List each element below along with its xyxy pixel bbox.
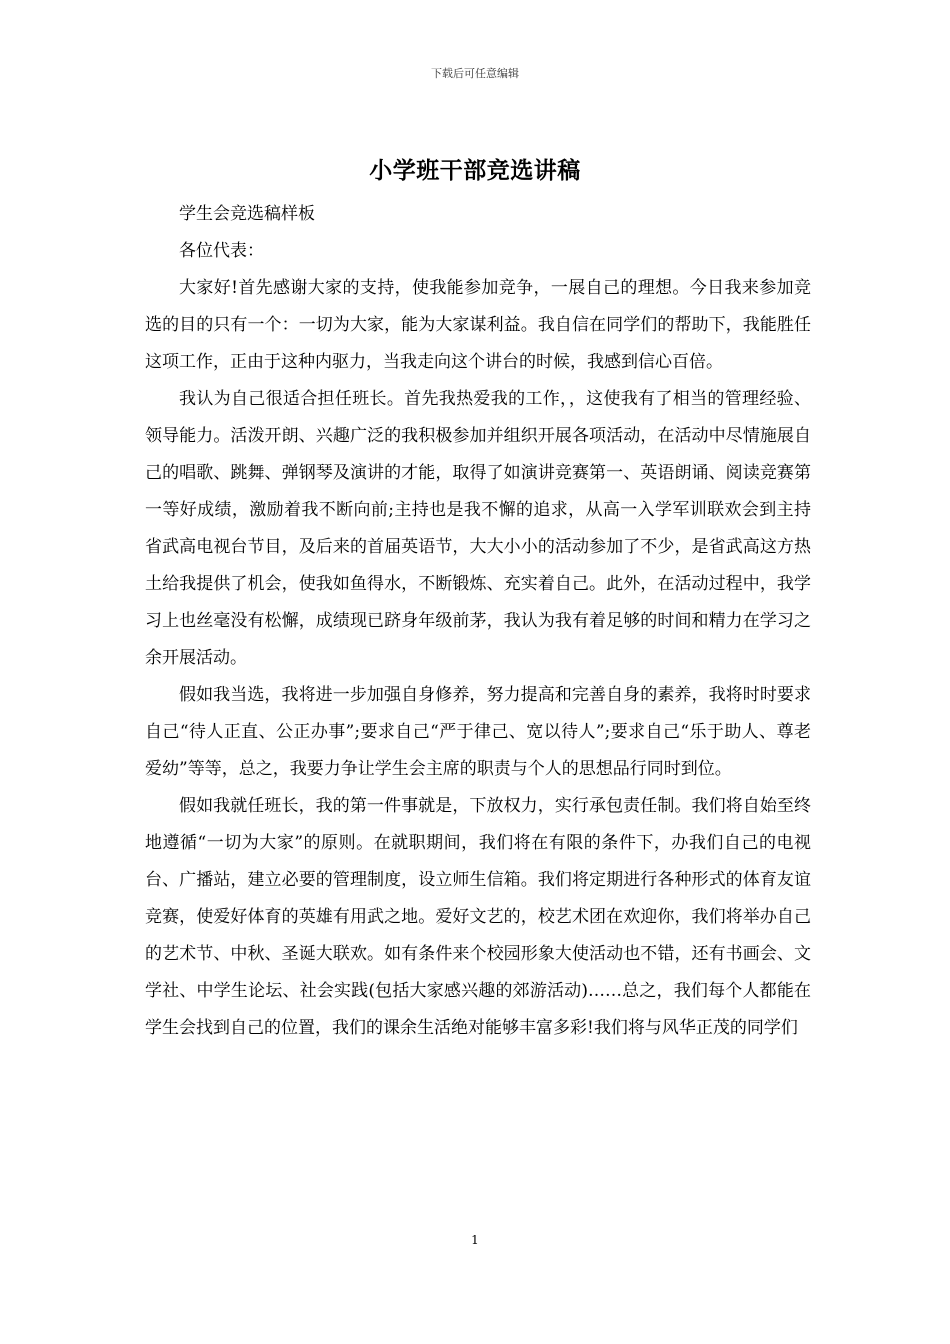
page-header: 下载后可任意编辑 <box>431 67 519 80</box>
paragraph: 大家好!首先感谢大家的支持，使我能参加竞争，一展自己的理想。今日我来参加竞选的目的只有一个：一切为大家，能为大家谋利益。我自信在同学们的帮助下，我能胜任这项工作，正由于这种内驱力，当我走向这个讲台的时候，我感到信心百倍。 <box>145 278 811 372</box>
document-title: 小学班干部竞选讲稿 <box>369 157 581 184</box>
page-number: 1 <box>471 1233 479 1247</box>
paragraph: 假如我当选，我将进一步加强自身修养，努力提高和完善自身的素养，我将时时要求自己“待人正直、公正办事”;要求自己“严于律己、宽以待人”;要求自己“乐于助人、尊老爱幼”等等，总之，我要力争让学生会主席的职责与个人的思想品行同时到位。 <box>145 685 811 779</box>
paragraph: 我认为自己很适合担任班长。首先我热爱我的工作，，这使我有了相当的管理经验、领导能力。活泼开朗、兴趣广泛的我积极参加并组织开展各项活动，在活动中尽情施展自己的唱歌、跳舞、弹钢琴及演讲的才能，取得了如演讲竞赛第一、英语朗诵、阅读竞赛第一等好成绩，激励着我不断向前;主持也是我不懈的追求，从高一入学军训联欢会到主持省武高电视台节目，及后来的首届英语节，大大小小的活动参加了不少，是省武高这方热土给我提供了机会，使我如鱼得水，不断锻炼、充实着自己。此外，在活动过程中，我学习上也丝毫没有松懈，成绩现已跻身年级前茅，我认为我有着足够的时间和精力在学习之余开展活动。 <box>145 389 811 668</box>
document-body <box>145 196 811 1047</box>
paragraph-salutation: 各位代表： <box>179 241 264 261</box>
paragraph: 假如我就任班长，我的第一件事就是，下放权力，实行承包责任制。我们将自始至终地遵循“一切为大家”的原则。在就职期间，我们将在有限的条件下，办我们自己的电视台、广播站，建立必要的管理制度，设立师生信箱。我们将定期进行各种形式的体育友谊竞赛，使爱好体育的英雄有用武之地。爱好文艺的，校艺术团在欢迎你，我们将举办自己的艺术节、中秋、圣诞大联欢。如有条件来个校园形象大使活动也不错，还有书画会、文学社、中学生论坛、社会实践(包括大家感兴趣的郊游活动)……总之，我们每个人都能在学生会找到自己的位置，我们的课余生活绝对能够丰富多彩!我们将与风华正茂的同学们 <box>145 796 811 1038</box>
paragraph-subtitle: 学生会竞选稿样板 <box>179 204 315 224</box>
